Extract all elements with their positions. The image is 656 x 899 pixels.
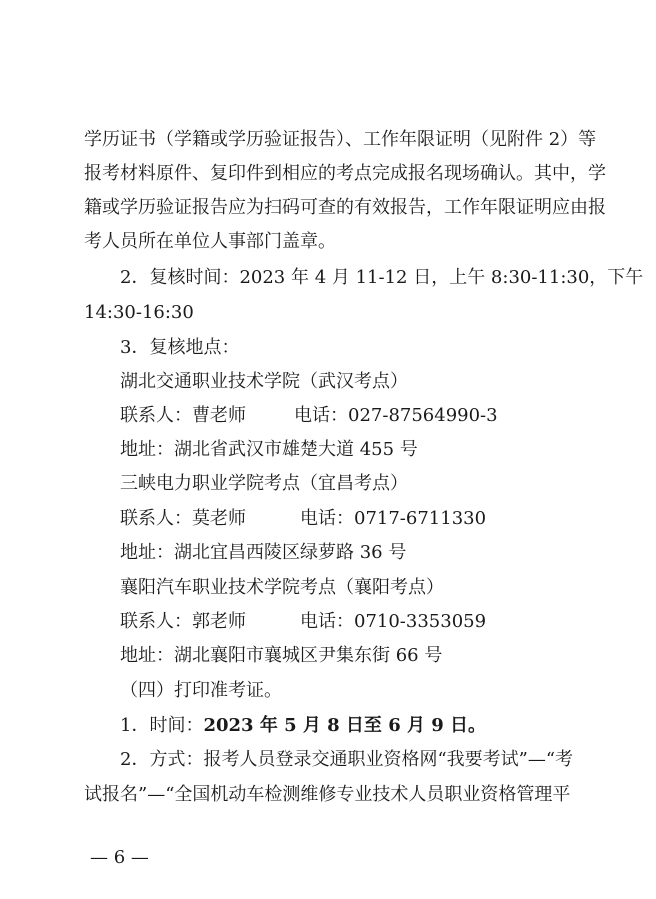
contact-person: 联系人：曹老师	[120, 405, 246, 426]
contact-phone: 电话：027-87564990-3	[294, 405, 498, 426]
method-continued: 试报名”—“全国机动车检测维修专业技术人员职业资格管理平	[84, 784, 571, 805]
method-line: 2．方式：报考人员登录交通职业资格网“我要考试”—“考	[120, 749, 574, 770]
contact-person: 联系人：郭老师	[120, 611, 246, 632]
review-time-continued: 14:30-16:30	[84, 302, 194, 323]
site-address: 地址：湖北省武汉市雄楚大道 455 号	[120, 439, 418, 460]
site-contact-line	[120, 507, 620, 531]
review-time-line: 2．复核时间：2023 年 4 月 11-12 日，上午 8:30-11:30，下午	[120, 267, 644, 288]
site-name: 襄阳汽车职业技术学院考点（襄阳考点）	[120, 577, 444, 598]
site-contact-line	[120, 404, 620, 428]
print-time-line	[120, 714, 620, 738]
site-name: 三峡电力职业学院考点（宜昌考点）	[120, 473, 408, 494]
paragraph-line: 报考材料原件、复印件到相应的考点完成报名现场确认。其中，学	[84, 163, 606, 184]
contact-phone: 电话：0717-6711330	[300, 508, 487, 529]
contact-phone: 电话：0710-3353059	[300, 611, 487, 632]
paragraph-line: 籍或学历验证报告应为扫码可查的有效报告，工作年限证明应由报	[84, 197, 606, 218]
site-address: 地址：湖北宜昌西陵区绿萝路 36 号	[120, 542, 407, 563]
site-name: 湖北交通职业技术学院（武汉考点）	[120, 371, 408, 392]
print-time-value: 2023 年 5 月 8 日至 6 月 9 日。	[203, 715, 487, 736]
site-address: 地址：湖北襄阳市襄城区尹集东街 66 号	[120, 645, 443, 666]
site-contact-line	[120, 610, 620, 634]
review-location-heading: 3．复核地点：	[120, 337, 240, 358]
page-number: — 6 —	[90, 847, 149, 868]
paragraph-line: 学历证书（学籍或学历验证报告）、工作年限证明（见附件 2）等	[84, 129, 597, 150]
section-4-heading: （四）打印准考证。	[120, 680, 282, 701]
print-time-label: 1．时间：	[120, 715, 204, 736]
contact-person: 联系人：莫老师	[120, 508, 246, 529]
paragraph-line: 考人员所在单位人事部门盖章。	[84, 231, 336, 252]
